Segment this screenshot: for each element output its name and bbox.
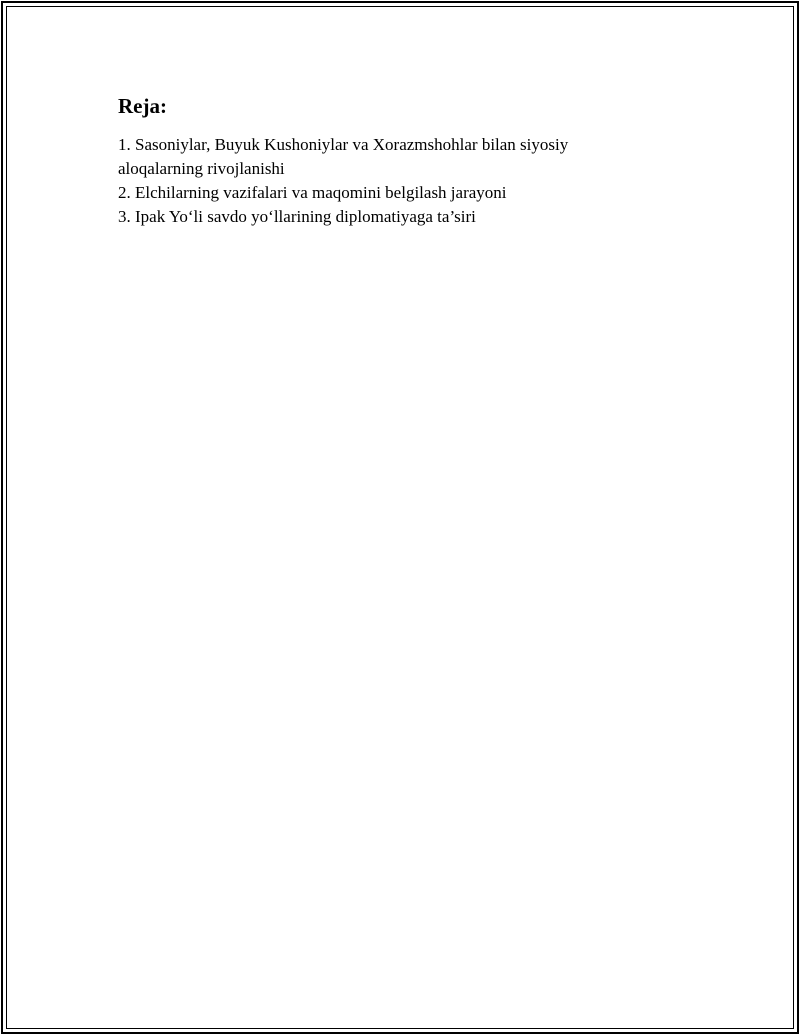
plan-item-1: 1. Sasoniylar, Buyuk Kushoniylar va Xorazmshohlar bilan siyosiy aloqalarning rivojlanishi: [118, 135, 569, 178]
plan-item-3: 3. Ipak Yo‘li savdo yo‘llarining diplomatiyaga ta’siri: [118, 207, 476, 226]
plan-item-2: 2. Elchilarning vazifalari va maqomini belgilash jarayoni: [118, 183, 507, 202]
document-content: [118, 92, 638, 229]
plan-heading: Reja:: [118, 94, 167, 118]
plan-list: [118, 133, 638, 229]
